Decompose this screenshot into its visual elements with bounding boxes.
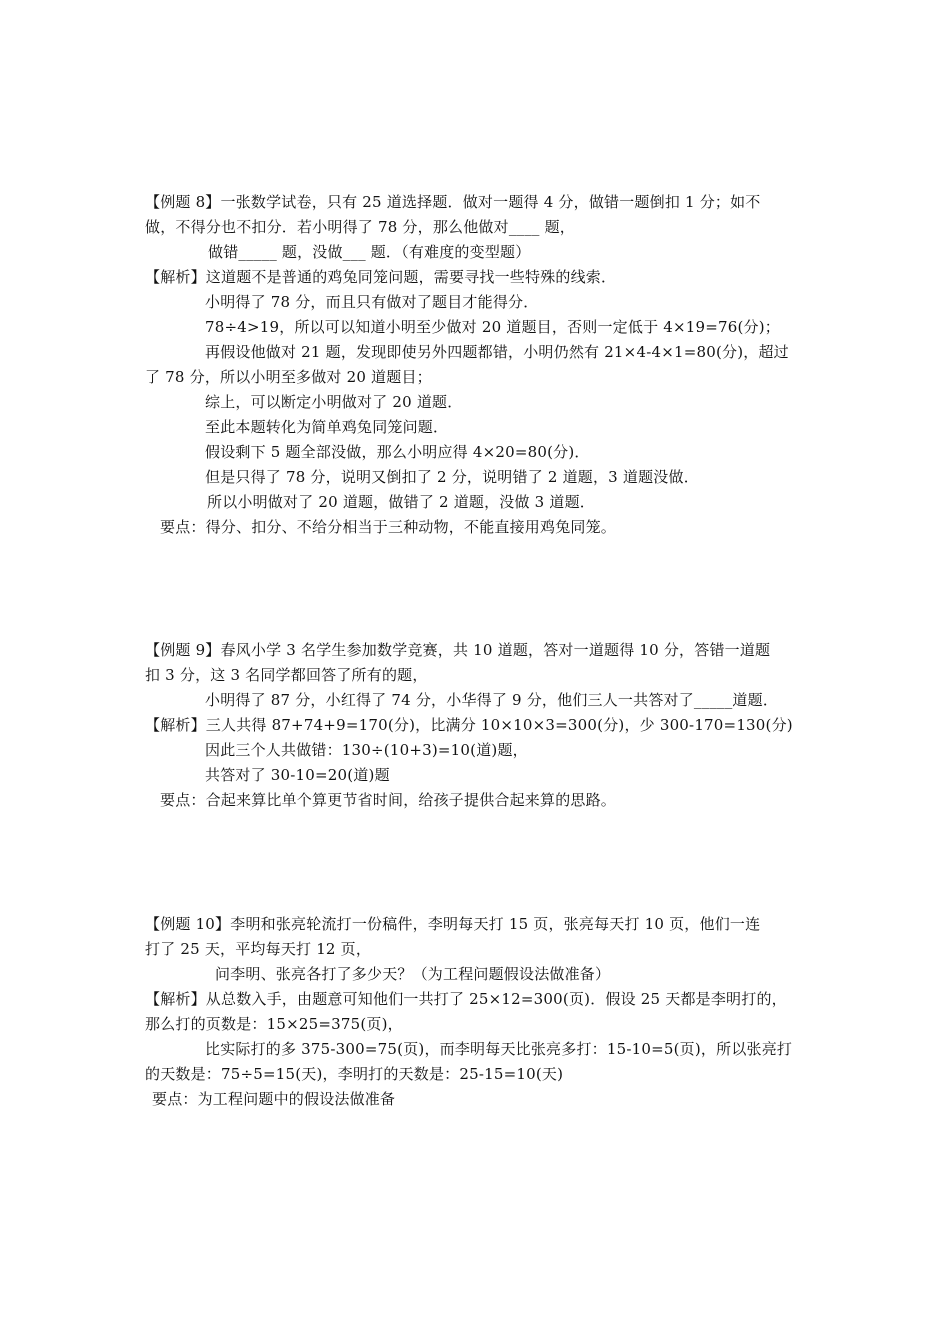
example-8-question-line-3: 做错_____ 题，没做___ 题．（有难度的变型题）	[208, 243, 531, 261]
example-8-analysis-line-4: 再假设他做对 21 题，发现即使另外四题都错，小明仍然有 21×4-4×1=80(分)，超过	[205, 343, 789, 361]
example-8-question-line-1: 【例题 8】一张数学试卷，只有 25 道选择题．做对一题得 4 分，做错一题倒扣 1 分；如不	[145, 193, 761, 211]
example-10-key-point: 要点：为工程问题中的假设法做准备	[152, 1090, 396, 1108]
example-8-analysis-line-3: 78÷4>19，所以可以知道小明至少做对 20 道题目，否则一定低于 4×19=76(分)；	[205, 318, 781, 336]
example-8-analysis-line-10: 所以小明做对了 20 道题，做错了 2 道题，没做 3 道题．	[207, 493, 595, 511]
example-9-question-line-2: 扣 3 分，这 3 名同学都回答了所有的题，	[145, 666, 428, 684]
example-10-question-line-1: 【例题 10】李明和张亮轮流打一份稿件，李明每天打 15 页，张亮每天打 10 页，他们一连	[145, 915, 761, 933]
example-8-analysis-line-5: 了 78 分，所以小明至多做对 20 道题目；	[145, 368, 432, 386]
example-9-question-line-1: 【例题 9】春风小学 3 名学生参加数学竞赛，共 10 道题，答对一道题得 10 分，答错一道题	[145, 641, 771, 659]
example-8-analysis-line-9: 但是只得了 78 分，说明又倒扣了 2 分，说明错了 2 道题，3 道题没做．	[205, 468, 699, 486]
example-8-key-point: 要点：得分、扣分、不给分相当于三种动物，不能直接用鸡兔同笼。	[160, 518, 617, 536]
example-10-analysis-line-2: 那么打的页数是：15×25=375(页)，	[145, 1015, 403, 1033]
example-10-analysis-line-1: 【解析】从总数入手，由题意可知他们一共打了 25×12=300(页)．假设 25 天都是李明打的，	[145, 990, 787, 1008]
example-8-question-line-2: 做，不得分也不扣分．若小明得了 78 分，那么他做对____ 题，	[145, 218, 575, 236]
example-9-analysis-line-1: 【解析】三人共得 87+74+9=170(分)，比满分 10×10×3=300(分)，少 300-170=130(分)	[145, 716, 793, 734]
example-8-analysis-line-2: 小明得了 78 分，而且只有做对了题目才能得分．	[205, 293, 539, 311]
example-10-analysis-line-3: 比实际打的多 375-300=75(页)，而李明每天比张亮多打：15-10=5(页)，所以张亮打	[205, 1040, 793, 1058]
example-8-analysis-line-1: 【解析】这道题不是普通的鸡兔同笼问题，需要寻找一些特殊的线索．	[145, 268, 617, 286]
example-10-question-line-3: 问李明、张亮各打了多少天？（为工程问题假设法做准备）	[215, 965, 611, 983]
example-8-analysis-line-8: 假设剩下 5 题全部没做，那么小明应得 4×20=80(分)．	[205, 443, 590, 461]
example-9-key-point: 要点：合起来算比单个算更节省时间，给孩子提供合起来算的思路。	[160, 791, 617, 809]
example-10-question-line-2: 打了 25 天，平均每天打 12 页，	[145, 940, 372, 958]
example-8-analysis-line-7: 至此本题转化为简单鸡兔同笼问题．	[205, 418, 449, 436]
example-8-analysis-line-6: 综上，可以断定小明做对了 20 道题．	[205, 393, 463, 411]
example-10-analysis-line-4: 的天数是：75÷5=15(天)，李明打的天数是：25-15=10(天)	[145, 1065, 564, 1083]
example-9-question-line-3: 小明得了 87 分，小红得了 74 分，小华得了 9 分，他们三人一共答对了_____道题．	[205, 691, 779, 709]
example-9-analysis-line-2: 因此三个人共做错：130÷(10+3)=10(道)题，	[205, 741, 528, 759]
example-9-analysis-line-3: 共答对了 30-10=20(道)题	[205, 766, 390, 784]
